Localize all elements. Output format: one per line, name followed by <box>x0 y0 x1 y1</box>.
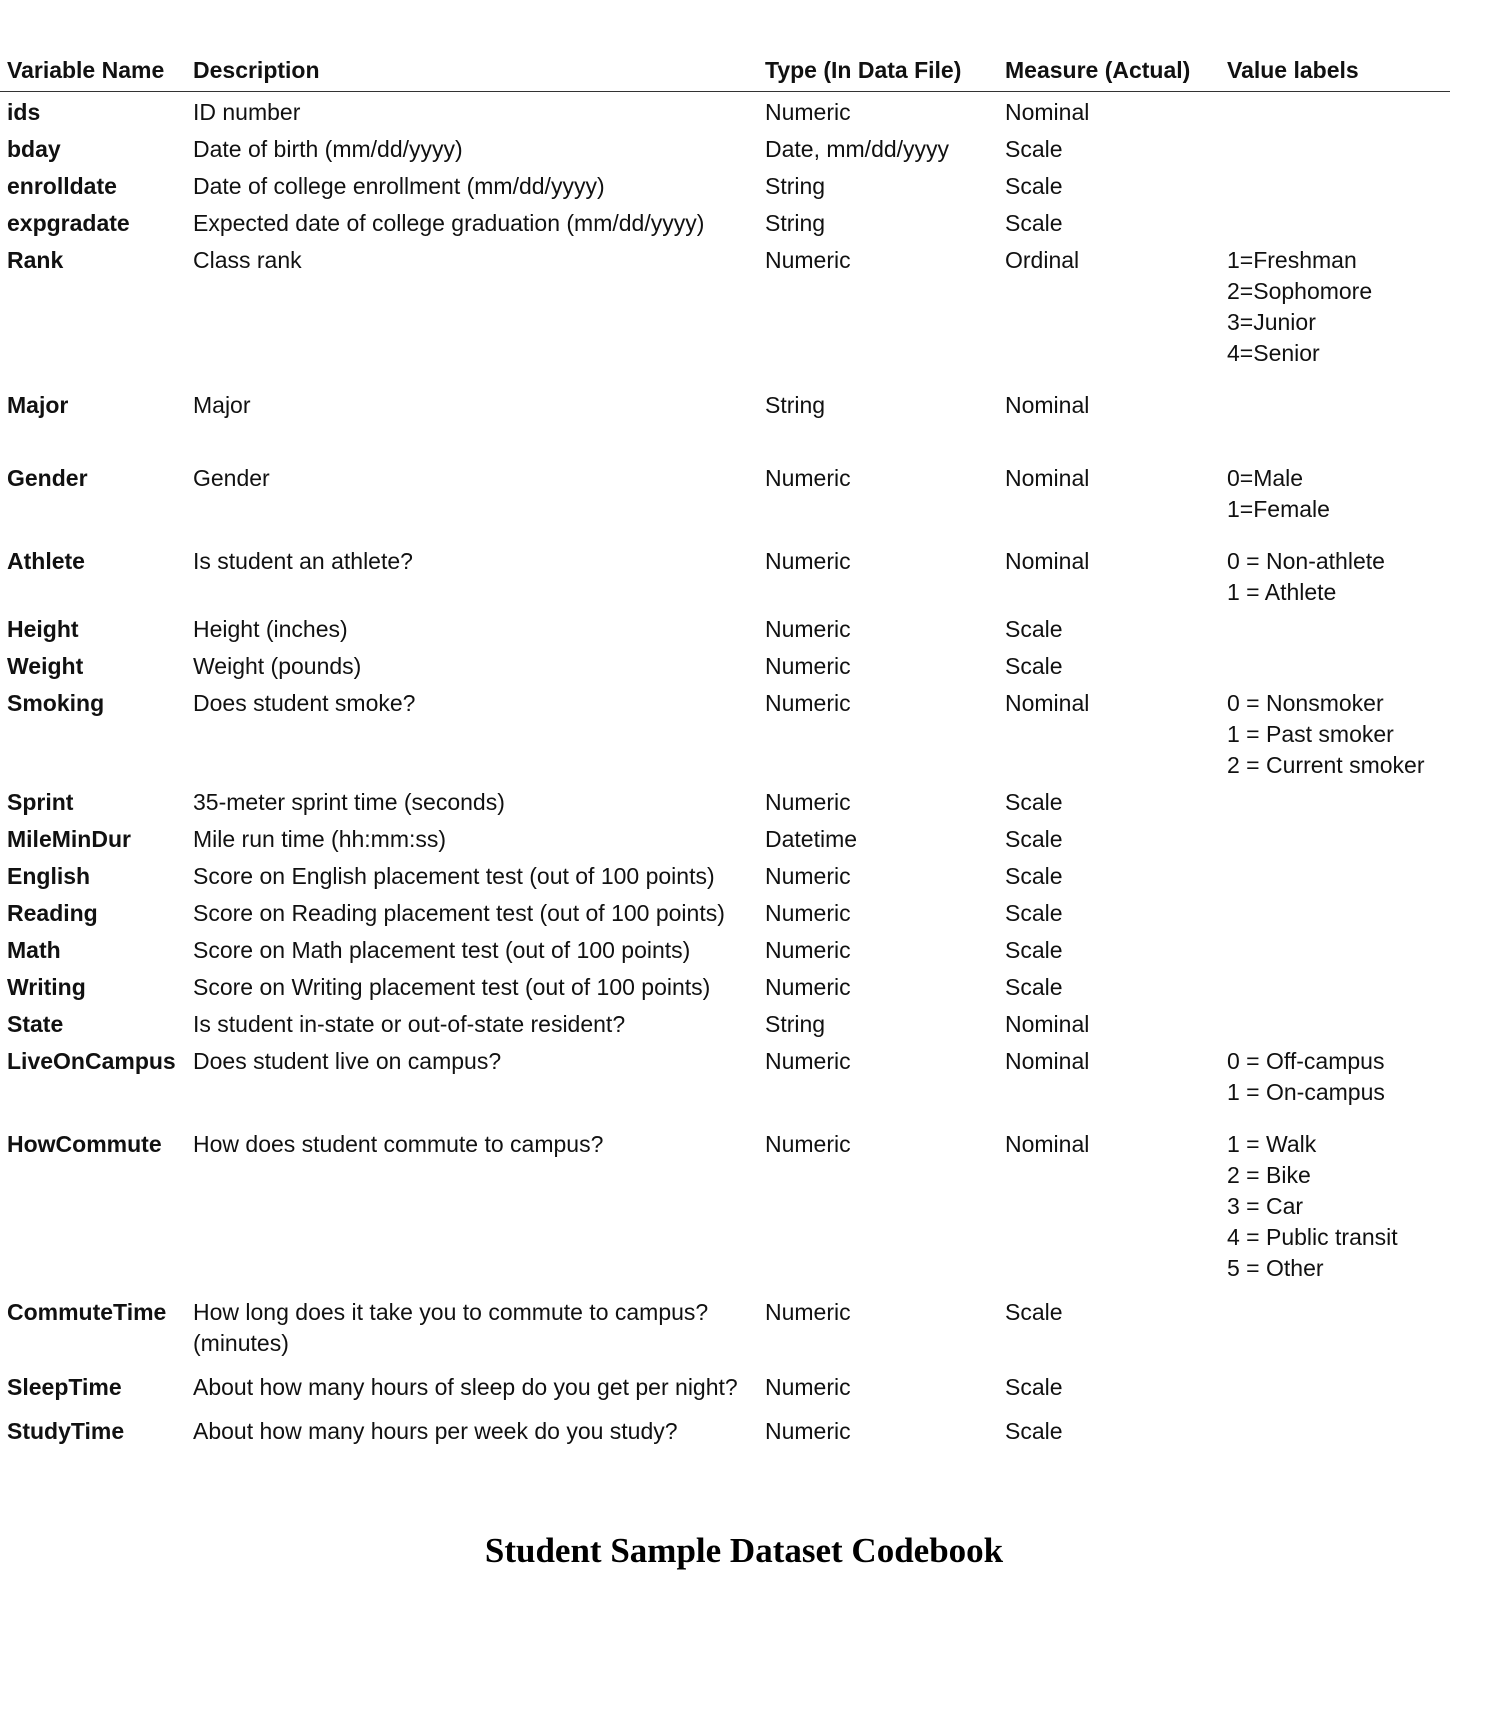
variable-type: Numeric <box>765 465 851 491</box>
value-label: 0 = Nonsmoker <box>1227 690 1384 716</box>
variable-name: State <box>7 1011 64 1037</box>
variable-measure: Nominal <box>1005 690 1090 716</box>
table-row <box>0 1297 1450 1359</box>
table-row <box>0 208 1450 239</box>
variable-measure: Nominal <box>1005 465 1090 491</box>
variable-type: Numeric <box>765 863 851 889</box>
value-label: 1=Female <box>1227 496 1330 522</box>
value-label: 4=Senior <box>1227 340 1320 366</box>
variable-measure: Scale <box>1005 900 1063 926</box>
variable-type: Numeric <box>765 548 851 574</box>
table-row <box>0 935 1450 966</box>
variable-type: String <box>765 173 826 199</box>
variable-name: Math <box>7 937 61 963</box>
table-row <box>0 898 1450 929</box>
variable-measure: Nominal <box>1005 392 1090 418</box>
header-value-labels: Value labels <box>1227 57 1359 84</box>
header-measure: Measure (Actual) <box>1005 57 1191 84</box>
variable-name: MileMinDur <box>7 826 131 852</box>
variable-measure: Scale <box>1005 937 1063 963</box>
variable-description: Does student live on campus? <box>193 1048 502 1074</box>
variable-description: ID number <box>193 99 301 125</box>
table-header <box>0 48 1450 92</box>
variable-name: ids <box>7 99 41 125</box>
table-row <box>0 97 1450 128</box>
header-variable-name: Variable Name <box>7 57 165 84</box>
variable-type: Numeric <box>765 690 851 716</box>
variable-description: Date of birth (mm/dd/yyyy) <box>193 136 463 162</box>
table-row <box>0 171 1450 202</box>
value-label: 1=Freshman <box>1227 247 1357 273</box>
variable-name: SleepTime <box>7 1374 122 1400</box>
variable-measure: Scale <box>1005 1374 1063 1400</box>
variable-name: CommuteTime <box>7 1299 167 1325</box>
header-type: Type (In Data File) <box>765 57 962 84</box>
variable-description: Mile run time (hh:mm:ss) <box>193 826 447 852</box>
document-title: Student Sample Dataset Codebook <box>484 1531 1004 1570</box>
table-row <box>0 824 1450 855</box>
variable-type: String <box>765 210 826 236</box>
variable-type: Numeric <box>765 900 851 926</box>
value-labels <box>1220 546 1450 608</box>
variable-measure: Scale <box>1005 136 1063 162</box>
table-row <box>0 1046 1450 1108</box>
codebook-table <box>0 48 1450 1447</box>
variable-description: Weight (pounds) <box>193 653 362 679</box>
variable-measure: Nominal <box>1005 99 1090 125</box>
variable-type: Datetime <box>765 826 858 852</box>
table-row <box>0 1129 1450 1284</box>
value-labels <box>1220 1046 1450 1108</box>
table-row <box>0 688 1450 781</box>
variable-measure: Nominal <box>1005 1131 1090 1157</box>
variable-name: Reading <box>7 900 98 926</box>
variable-description: Score on Writing placement test (out of 100 points) <box>193 974 711 1000</box>
variable-description: Expected date of college graduation (mm/dd/yyyy) <box>193 210 705 236</box>
variable-name: English <box>7 863 91 889</box>
variable-description: Does student smoke? <box>193 690 416 716</box>
value-label: 2 = Bike <box>1227 1162 1311 1188</box>
table-row <box>0 861 1450 892</box>
table-row <box>0 390 1450 421</box>
variable-description: Height (inches) <box>193 616 348 642</box>
value-label: 2=Sophomore <box>1227 278 1373 304</box>
value-labels <box>1220 245 1450 369</box>
value-label: 0 = Off-campus <box>1227 1048 1385 1074</box>
variable-description: Is student in-state or out-of-state resident? <box>193 1011 626 1037</box>
variable-type: Numeric <box>765 653 851 679</box>
variable-name: LiveOnCampus <box>7 1048 176 1074</box>
variable-description: Score on Reading placement test (out of 100 points) <box>193 900 725 926</box>
variable-name: bday <box>7 136 61 162</box>
value-label: 1 = On-campus <box>1227 1079 1385 1105</box>
variable-description: How does student commute to campus? <box>193 1131 604 1157</box>
value-label: 0=Male <box>1227 465 1304 491</box>
table-row <box>0 546 1450 608</box>
variable-measure: Scale <box>1005 974 1063 1000</box>
table-row <box>0 463 1450 525</box>
variable-measure: Scale <box>1005 653 1063 679</box>
table-row <box>0 245 1450 369</box>
value-label: 5 = Other <box>1227 1255 1324 1281</box>
variable-description: Score on Math placement test (out of 100 points) <box>193 937 691 963</box>
variable-name: Major <box>7 392 69 418</box>
variable-name: Writing <box>7 974 86 1000</box>
variable-measure: Nominal <box>1005 1011 1090 1037</box>
variable-name: Gender <box>7 465 88 491</box>
value-labels <box>1220 1129 1450 1284</box>
variable-description: Is student an athlete? <box>193 548 413 574</box>
variable-type: Numeric <box>765 616 851 642</box>
value-label: 3=Junior <box>1227 309 1316 335</box>
value-labels <box>1220 463 1450 525</box>
table-row <box>0 787 1450 818</box>
value-label: 1 = Walk <box>1227 1131 1317 1157</box>
value-labels <box>1220 688 1450 781</box>
variable-measure: Ordinal <box>1005 247 1080 273</box>
variable-description: How long does it take you to commute to campus? (minutes) <box>193 1299 709 1356</box>
variable-type: Numeric <box>765 1374 851 1400</box>
variable-type: Numeric <box>765 1131 851 1157</box>
variable-type: Numeric <box>765 1418 851 1444</box>
value-label: 2 = Current smoker <box>1227 752 1425 778</box>
variable-name: enrolldate <box>7 173 117 199</box>
value-label: 3 = Car <box>1227 1193 1304 1219</box>
variable-name: Height <box>7 616 79 642</box>
variable-measure: Nominal <box>1005 548 1090 574</box>
variable-type: String <box>765 1011 826 1037</box>
variable-description: Major <box>193 392 251 418</box>
table-row <box>0 1372 1450 1403</box>
table-row <box>0 972 1450 1003</box>
variable-name: HowCommute <box>7 1131 162 1157</box>
variable-description: About how many hours of sleep do you get per night? <box>193 1374 738 1400</box>
variable-type: Numeric <box>765 789 851 815</box>
table-row <box>0 134 1450 165</box>
variable-description: 35-meter sprint time (seconds) <box>193 789 505 815</box>
table-row <box>0 1009 1450 1040</box>
variable-description: Score on English placement test (out of 100 points) <box>193 863 715 889</box>
value-label: 1 = Past smoker <box>1227 721 1394 747</box>
table-row <box>0 614 1450 645</box>
table-row <box>0 651 1450 682</box>
variable-type: Date, mm/dd/yyyy <box>765 136 950 162</box>
variable-type: String <box>765 392 826 418</box>
variable-description: About how many hours per week do you study? <box>193 1418 678 1444</box>
variable-type: Numeric <box>765 937 851 963</box>
variable-name: Sprint <box>7 789 74 815</box>
variable-measure: Scale <box>1005 173 1063 199</box>
variable-type: Numeric <box>765 1048 851 1074</box>
variable-measure: Scale <box>1005 616 1063 642</box>
variable-measure: Nominal <box>1005 1048 1090 1074</box>
variable-measure: Scale <box>1005 863 1063 889</box>
value-label: 1 = Athlete <box>1227 579 1337 605</box>
variable-measure: Scale <box>1005 1418 1063 1444</box>
variable-measure: Scale <box>1005 826 1063 852</box>
variable-name: Weight <box>7 653 84 679</box>
table-row <box>0 1416 1450 1447</box>
variable-description: Date of college enrollment (mm/dd/yyyy) <box>193 173 605 199</box>
variable-name: Smoking <box>7 690 105 716</box>
variable-description: Class rank <box>193 247 302 273</box>
variable-measure: Scale <box>1005 1299 1063 1325</box>
variable-type: Numeric <box>765 1299 851 1325</box>
variable-type: Numeric <box>765 99 851 125</box>
variable-name: Athlete <box>7 548 85 574</box>
variable-name: Rank <box>7 247 64 273</box>
variable-description: Gender <box>193 465 270 491</box>
variable-type: Numeric <box>765 974 851 1000</box>
table-body <box>0 97 1450 1447</box>
header-description: Description <box>193 57 320 84</box>
variable-measure: Scale <box>1005 789 1063 815</box>
value-label: 4 = Public transit <box>1227 1224 1398 1250</box>
variable-type: Numeric <box>765 247 851 273</box>
value-label: 0 = Non-athlete <box>1227 548 1385 574</box>
variable-name: expgradate <box>7 210 130 236</box>
variable-measure: Scale <box>1005 210 1063 236</box>
variable-name: StudyTime <box>7 1418 125 1444</box>
